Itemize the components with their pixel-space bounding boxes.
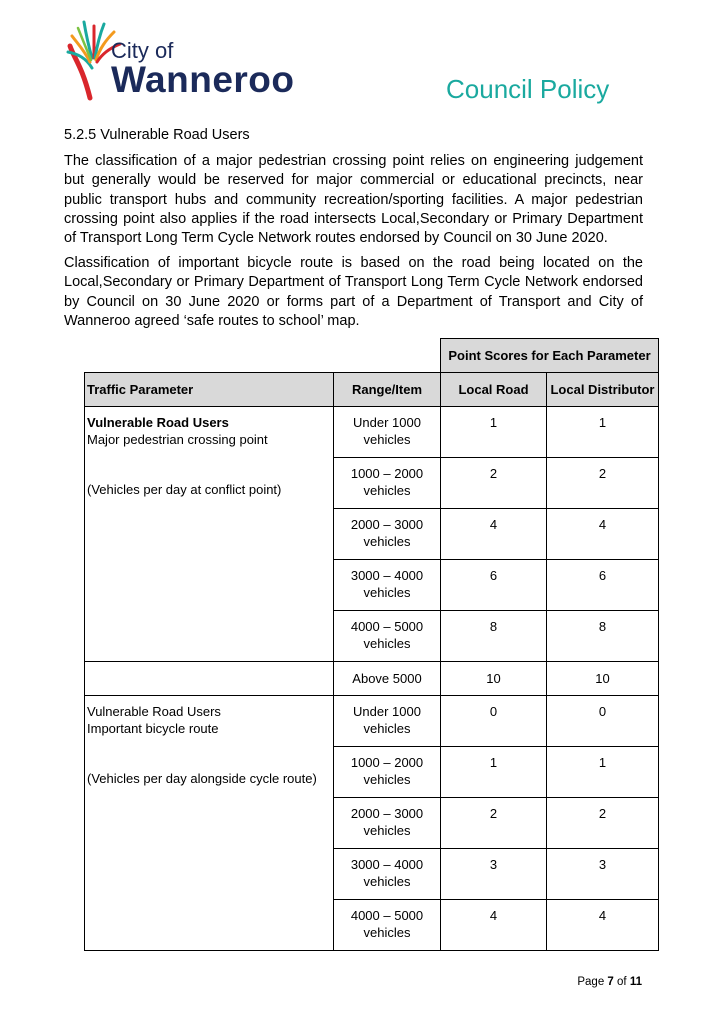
document-type-title: Council Policy [446,74,610,104]
parameter-cell-bicycle [85,696,334,951]
table-row [85,696,659,747]
local-road-score: 10 [441,662,547,696]
local-road-score: 3 [441,849,547,900]
parameter-subtitle: Major pedestrian crossing point [87,432,268,447]
local-distributor-score: 0 [547,696,659,747]
range-cell: 2000 – 3000 vehicles [334,798,441,849]
parameter-title: Vulnerable Road Users [87,415,229,430]
group-header: Point Scores for Each Parameter [441,339,659,373]
local-distributor-score: 4 [547,509,659,560]
local-distributor-score: 10 [547,662,659,696]
city-logo [64,18,294,104]
paragraph-bicycle-route: Classification of important bicycle route is based on the road being located on the Local,Secondary or Primary Department of Transport Long Term Cycle Network endorsed by Council on 30 June 2020 or forms part of a Department of Transport and City of Wanneroo agreed ‘safe routes to school’ map. [64,255,643,329]
local-distributor-score: 1 [547,747,659,798]
paragraph-pedestrian-crossing: The classification of a major pedestrian crossing point relies on engineering judgement but generally would be reserved for major commercial or educational precincts, near public transport hubs and community recreation/sporting facilities. A major pedestrian crossing point also applies if the road intersects Local,Secondary or Primary Department of Transport Long Term Cycle Network routes endorsed by Council on 30 June 2020. [64,153,643,247]
page-number: 7 [607,976,614,988]
local-distributor-score: 6 [547,560,659,611]
section-title: 5.2.5 Vulnerable Road Users [64,127,250,143]
range-cell: Under 1000 vehicles [334,407,441,458]
page-footer [577,976,642,988]
of-label: of [617,976,627,988]
local-road-score: 1 [441,407,547,458]
column-header-local-distributor: Local Distributor [547,373,659,407]
range-cell: Under 1000 vehicles [334,696,441,747]
local-road-score: 8 [441,611,547,662]
local-road-score: 2 [441,798,547,849]
column-header-local-road: Local Road [441,373,547,407]
range-cell: 1000 – 2000 vehicles [334,458,441,509]
table-row [85,662,659,696]
local-distributor-score: 2 [547,798,659,849]
local-road-score: 6 [441,560,547,611]
parameter-cell-pedestrian [85,407,334,662]
parameter-subtitle: Important bicycle route [87,721,219,736]
parameter-note: (Vehicles per day alongside cycle route) [87,771,317,786]
local-road-score: 4 [441,900,547,951]
local-distributor-score: 8 [547,611,659,662]
page-label: Page [577,976,605,988]
parameter-note: (Vehicles per day at conflict point) [87,482,282,497]
local-road-score: 1 [441,747,547,798]
range-cell: 3000 – 4000 vehicles [334,849,441,900]
range-cell: 1000 – 2000 vehicles [334,747,441,798]
column-header-range: Range/Item [334,373,441,407]
range-cell: 4000 – 5000 vehicles [334,900,441,951]
range-cell: 3000 – 4000 vehicles [334,560,441,611]
local-distributor-score: 3 [547,849,659,900]
table-row [85,407,659,458]
logo-city-text: City of [111,38,174,63]
local-road-score: 0 [441,696,547,747]
point-scores-table [84,338,659,951]
range-cell: 2000 – 3000 vehicles [334,509,441,560]
logo-wanneroo-text: Wanneroo [111,59,295,100]
column-header-traffic-parameter: Traffic Parameter [85,373,334,407]
parameter-cell-continuation [85,662,334,696]
total-pages: 11 [629,976,642,988]
local-distributor-score: 4 [547,900,659,951]
local-distributor-score: 2 [547,458,659,509]
local-distributor-score: 1 [547,407,659,458]
range-cell: Above 5000 [334,662,441,696]
range-cell: 4000 – 5000 vehicles [334,611,441,662]
local-road-score: 2 [441,458,547,509]
local-road-score: 4 [441,509,547,560]
parameter-title: Vulnerable Road Users [87,704,221,719]
